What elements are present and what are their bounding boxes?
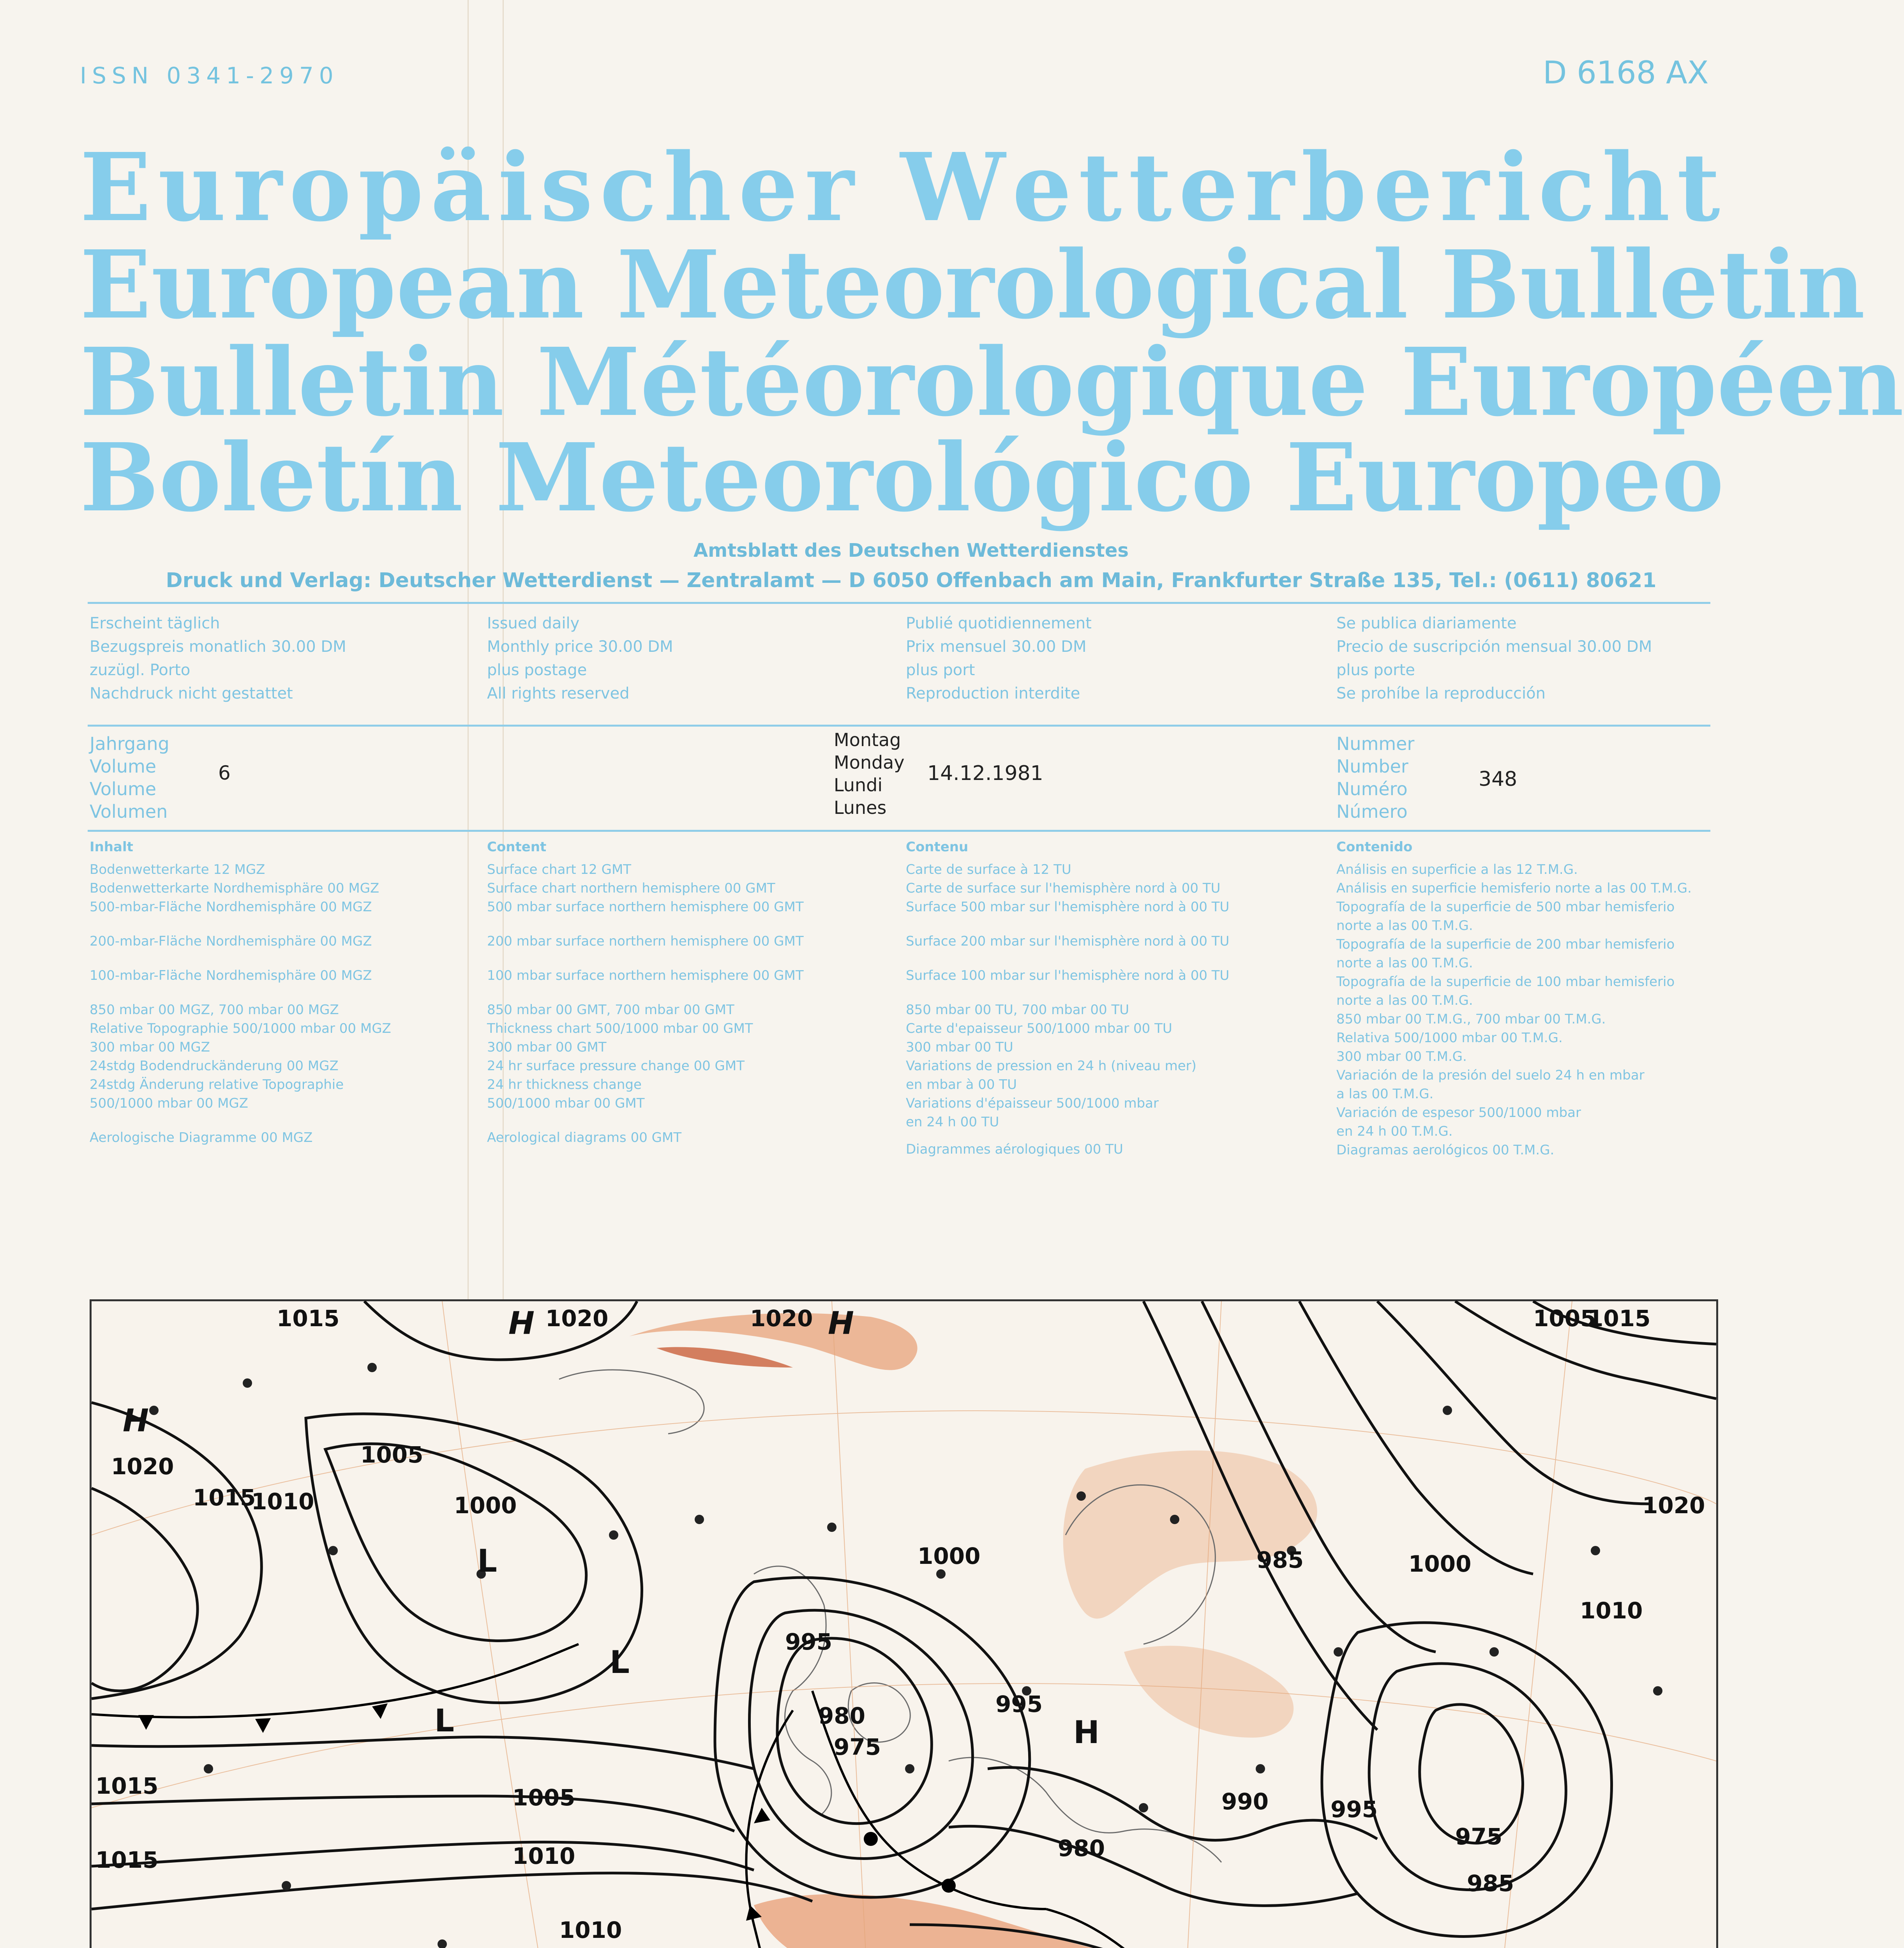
isobar-label: 1020 [1642,1492,1705,1519]
isobar-label: 1000 [918,1543,981,1569]
isobar-label: 1005 [1533,1305,1596,1332]
high-pressure-center: H [828,1305,854,1341]
high-pressure-center: H [123,1403,149,1439]
isobar-label: 1020 [545,1305,609,1332]
isobar-label: 1015 [1588,1305,1651,1332]
official-gazette-line: Amtsblatt des Deutschen Wetterdienstes [693,540,1129,561]
isobar-label: 1015 [95,1847,159,1873]
isobar-label: 1015 [193,1484,256,1511]
isobar-label: 1015 [95,1773,159,1799]
isobar-label: 1020 [750,1305,813,1332]
isobar-label: 975 [834,1734,881,1760]
number-labels: Nummer Number Numéro Número [1336,733,1415,822]
isobar-label: 1005 [360,1442,424,1468]
isobar-label: 1005 [512,1784,575,1811]
isobar-label: 995 [785,1629,833,1655]
weekday-labels: Montag Monday Lundi Lunes [834,729,905,818]
isobar-label: 975 [1455,1823,1503,1850]
isobar-label: 1010 [559,1917,622,1943]
issue-date: 14.12.1981 [927,762,1043,785]
isobar-label: 1010 [1580,1597,1643,1624]
contents-de: Inhalt Bodenwetterkarte 12 MGZ Bodenwetterkarte Nordhemisphäre 00 MGZ 500-mbar-Fläche Nordhemisphäre 00 MGZ 200-mbar-Fläche Nordhemisphäre 00 MGZ 100-mbar-Fläche Nordhemisphäre 00 MGZ 850 mbar 00 MGZ, 700 mbar 00 MGZ Relative Topographie 500/1000 mbar 00 MGZ 300 mbar 00 MGZ 24stdg Bodendruckänderung 00 MGZ 24stdg Änderung relative Topographie 500/1000 mbar 00 MGZ Aerologische Diagramme 00 MGZ [90,839,391,1145]
info-column-en: Issued daily Monthly price 30.00 DM plus postage All rights reserved [487,614,673,702]
title-english: E u r o p e a n M e t e o r o l o g i c a l B u l l e t i n [80,230,1865,340]
issn-number: ISSN 0341-2970 [80,62,339,89]
title-spanish: B o l e t í n M e t e o r o l ó g i c o E u r o p e o [80,423,1724,533]
isobar-label: 985 [1467,1870,1514,1897]
divider-top [88,602,1710,604]
low-pressure-center: L [434,1703,454,1739]
divider-bottom [88,830,1710,832]
terrain-shading [629,1313,1621,1948]
contents-es: Contenido Análisis en superficie a las 12 T.M.G. Análisis en superficie hemisferio norte a las 00 T.M.G. Topografía de la superficie de 500 mbar hemisferio norte a las 00 T.M.G. Topografía de la superficie de 200 mbar hemisferio norte a las 00 T.M.G. Topografía de la superficie de 100 mbar hemisferio norte a las 00 T.M.G. 850 mbar 00 T.M.G., 700 mbar 00 T.M.G. Relativa 500/1000 mbar 00 T.M.G. 300 mbar 00 T.M.G. Variación de la presión del suelo 24 h en mbar a las 00 T.M.G. Variación de espesor 500/1000 mbar en 24 h 00 T.M.G. Diagramas aerológicos 00 T.M.G. [1336,839,1692,1158]
isobar-label: 980 [1058,1835,1105,1862]
isobar-label: 1010 [251,1488,314,1515]
front-symbols [138,1703,1221,1948]
low-pressure-center: L [610,1644,630,1680]
info-column-es: Se publica diariamente Precio de suscripción mensual 30.00 DM plus porte Se prohíbe la reproducción [1336,614,1652,702]
volume-value: 6 [218,762,231,784]
fronts [92,1644,1299,1948]
high-pressure-center: H [508,1305,535,1341]
isobar-label: 995 [995,1691,1043,1717]
title-german: E u r o p ä i s c h e r W e t t e r b e r i c h t [80,132,1720,242]
divider-middle [88,725,1710,727]
document-code: D 6168 AX [1543,55,1709,91]
publisher-line: Druck und Verlag: Deutscher Wetterdienst — Zentralamt — D 6050 Offenbach am Main, Frankfurter Straße 135, Tel.: (0611) 80621 [166,569,1657,592]
map-graphics [92,1301,1716,1948]
title-french: B u l l e t i n M é t é o r o l o g i q u e E u r o p é e n [80,327,1904,437]
isobar-label: 985 [1256,1547,1304,1573]
issue-number: 348 [1479,768,1518,791]
isobar-label: 1000 [454,1492,517,1519]
surface-weather-map [90,1299,1718,1948]
contents-en: Content Surface chart 12 GMT Surface chart northern hemisphere 00 GMT 500 mbar surface northern hemisphere 00 GMT 200 mbar surface northern hemisphere 00 GMT 100 mbar surface northern hemisphere 00 GMT 850 mbar 00 GMT, 700 mbar 00 GMT Thickness chart 500/1000 mbar 00 GMT 300 mbar 00 GMT 24 hr surface pressure change 00 GMT 24 hr thickness change 500/1000 mbar 00 GMT Aerological diagrams 00 GMT [487,839,804,1145]
isobars [92,1301,1716,1948]
info-column-de: Erscheint täglich Bezugspreis monatlich 30.00 DM zuzügl. Porto Nachdruck nicht gestattet [90,614,346,702]
isobar-label: 990 [1221,1788,1269,1815]
isobar-label: 995 [1331,1796,1378,1823]
coastlines [559,1370,1514,1948]
volume-labels: Jahrgang Volume Volume Volumen [90,733,169,822]
isobar-label: 1015 [277,1305,340,1332]
isobar-label: 980 [818,1703,866,1729]
high-pressure-center: H [1073,1714,1099,1750]
contents-fr: Contenu Carte de surface à 12 TU Carte de surface sur l'hemisphère nord à 00 TU Surface 500 mbar sur l'hemisphère nord à 00 TU Surface 200 mbar sur l'hemisphère nord à 00 TU Surface 100 mbar sur l'hemisphère nord à 00 TU 850 mbar 00 TU, 700 mbar 00 TU Carte d'epaisseur 500/1000 mbar 00 TU 300 mbar 00 TU Variations de pression en 24 h (niveau mer) en mbar à 00 TU Variations d'épaisseur 500/1000 mbar en 24 h 00 TU Diagrammes aérologiques 00 TU [906,839,1230,1157]
isobar-label: 1020 [111,1453,174,1480]
isobar-label: 1010 [512,1843,575,1869]
isobar-label: 1000 [1408,1551,1472,1577]
low-pressure-center: L [477,1543,497,1579]
info-column-fr: Publié quotidiennement Prix mensuel 30.00 DM plus port Reproduction interdite [906,614,1092,702]
